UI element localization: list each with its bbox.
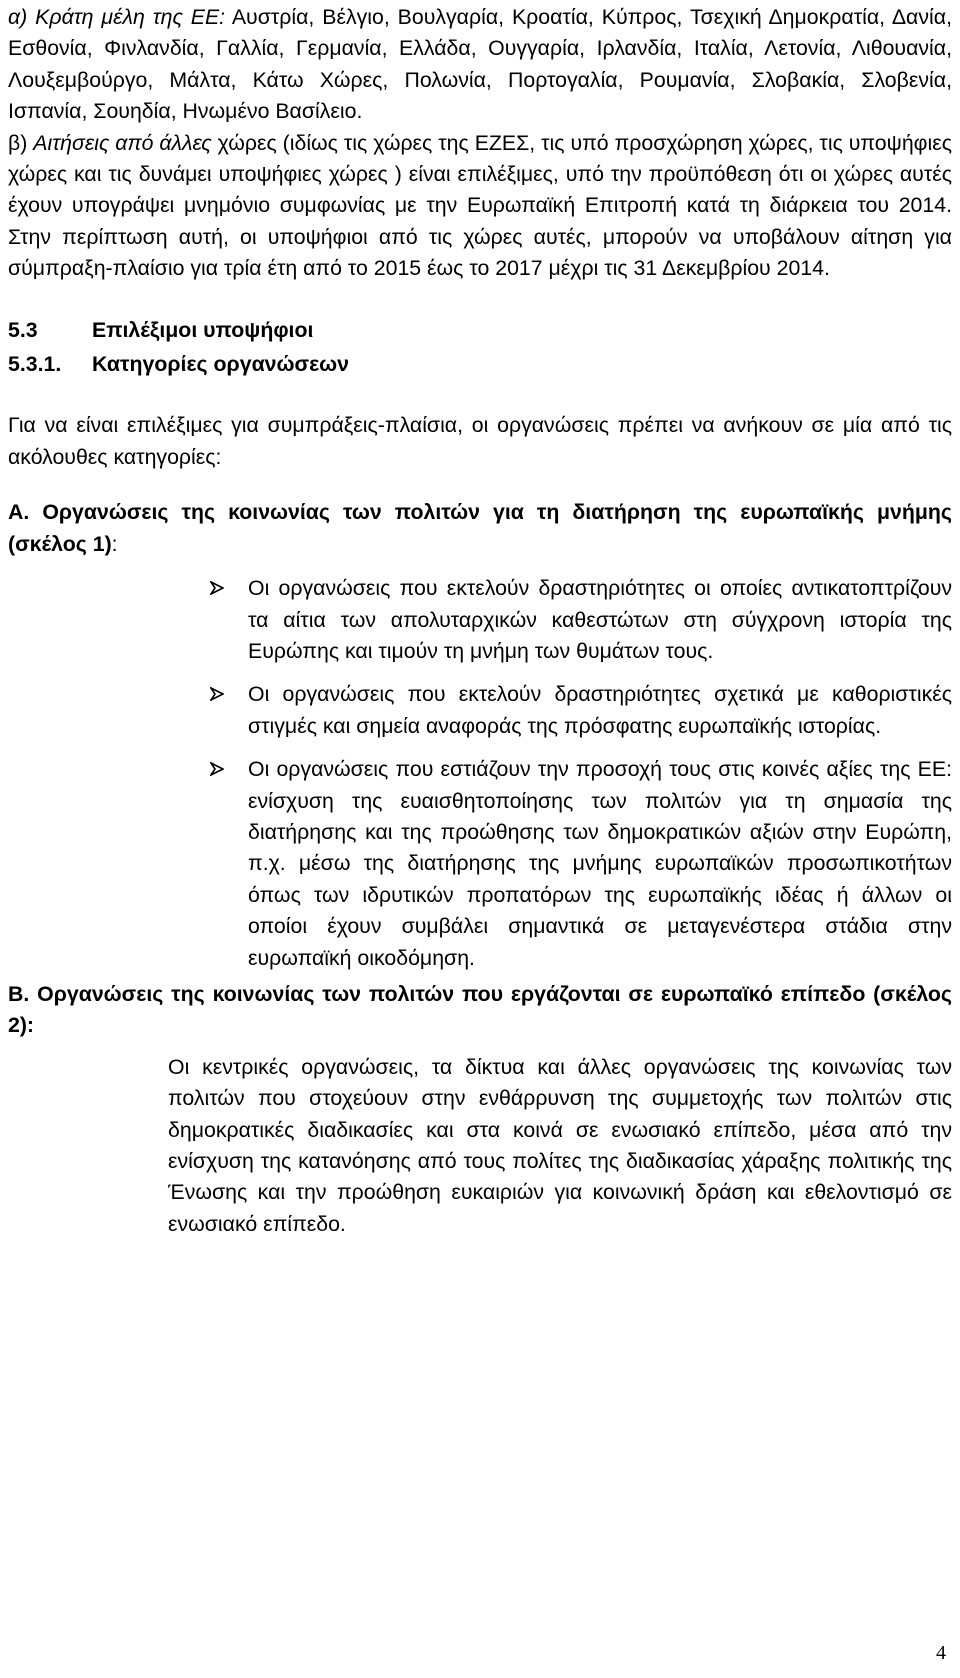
paragraph-b-text: χώρες (ιδίως τις χώρες της ΕΖΕΣ, τις υπό προσχώρηση χώρες, τις υποψήφιες χώρες και τις δυνάμει υποψήφιες χώρες ) είναι επιλέξιμες, υπό την προϋπόθεση ότι οι χώρες αυτές έχουν υπογράψει μνημόνιο συμφωνίας με την Ευρωπαϊκή Επιτροπή κατά τη διάρκεια του 2014. Στην περίπτωση αυτή, οι υποψήφιοι από τις χώρες αυτές, μπορούν να υποβάλουν αίτηση για σύμπραξη-πλαίσιο για τρία έτη από το 2015 έως το 2017 μέχρι τις 31 Δεκεμβρίου 2014. xyxy=(8,130,952,281)
section-a-title-text: Α. Οργανώσεις της κοινωνίας των πολιτών για τη διατήρηση της ευρωπαϊκής μνήμης (σκέλος 1) xyxy=(8,500,952,556)
paragraph-b xyxy=(8,128,952,285)
paragraph-b-prefix: β) xyxy=(8,130,34,155)
section-a-title xyxy=(8,497,952,560)
heading-5-3-title: Επιλέξιμοι υποψήφιοι xyxy=(92,317,314,342)
arrowhead-bullet-icon xyxy=(210,581,224,595)
heading-5-3-1-title: Κατηγορίες οργανώσεων xyxy=(92,352,350,377)
bullet-text: Οι οργανώσεις που εκτελούν δραστηριότητες οι οποίες αντικατοπτρίζουν τα αίτια των απολυταρχικών καθεστώτων στη σύγχρονη ιστορία της Ευρώπης και τιμούν τη μνήμη των θυμάτων τους. xyxy=(248,576,952,663)
section-b-paragraph: Οι κεντρικές οργανώσεις, τα δίκτυα και άλλες οργανώσεις της κοινωνίας των πολιτών που στοχεύουν στην ενθάρρυνση της συμμετοχής των πολιτών στις δημοκρατικές διαδικασίες και στα κοινά σε ενωσιακό επίπεδο, μέσα από την ενίσχυση της κατανόησης από τους πολίτες της διαδικασίας χάραξης πολιτικής της Ένωσης και την προώθηση ευκαιριών για κοινωνική δράση και εθελοντισμό σε ενωσιακό επίπεδο. xyxy=(168,1054,952,1236)
list-item xyxy=(8,573,952,667)
paragraph-b-label: Αιτήσεις από άλλες xyxy=(33,130,212,155)
heading-5-3-1 xyxy=(8,349,952,380)
paragraph-a-text: Αυστρία, Βέλγιο, Βουλγαρία, Κροατία, Κύπρος, Τσεχική Δημοκρατία, Δανία, Εσθονία, Φινλανδία, Γαλλία, Γερμανία, Ελλάδα, Ουγγαρία, Ιρλανδία, Ιταλία, Λετονία, Λιθουανία, Λουξεμβούργο, Μάλτα, Κάτω Χώρες, Πολωνία, Πορτογαλία, Ρουμανία, Σλοβακία, Σλοβενία, Ισπανία, Σουηδία, Ηνωμένο Βασίλειο. xyxy=(8,5,952,124)
heading-5-3 xyxy=(8,315,952,346)
section-a-title-suffix: : xyxy=(111,531,118,556)
heading-5-3-number: 5.3 xyxy=(8,317,38,342)
heading-5-3-1-number: 5.3.1. xyxy=(8,352,62,377)
intro-paragraph: Για να είναι επιλέξιμες για συμπράξεις-πλαίσια, οι οργανώσεις πρέπει να ανήκουν σε μία από τις ακόλουθες κατηγορίες: xyxy=(8,413,952,469)
list-item xyxy=(8,679,952,742)
bullet-text: Οι οργανώσεις που εκτελούν δραστηριότητες σχετικά με καθοριστικές στιγμές και σημεία αναφοράς της πρόσφατης ευρωπαϊκής ιστορίας. xyxy=(248,682,952,738)
list-item xyxy=(8,754,952,974)
document-page xyxy=(8,0,952,1240)
arrowhead-bullet-icon xyxy=(210,762,224,776)
section-a-bullets xyxy=(8,573,952,974)
paragraph-a-label: α) Κράτη μέλη της ΕΕ: xyxy=(8,5,226,29)
page-number: 4 xyxy=(936,1642,946,1664)
bullet-text: Οι οργανώσεις που εστιάζουν την προσοχή τους στις κοινές αξίες της ΕΕ: ενίσχυση της ευαισθητοποίησης των πολιτών για τη σημασία της διατήρησης και της προώθησης των δημοκρατικών αξιών στην Ευρώπη, π.χ. μέσω της διατήρησης της μνήμης ευρωπαϊκών προσωπικοτήτων όπως των ιδρυτικών προπατόρων της ευρωπαϊκής ιδέας ή άλλων οι οποίοι έχουν συμβάλει σημαντικά σε μεταγενέστερα στάδια στην ευρωπαϊκή οικοδόμηση. xyxy=(248,757,952,970)
section-b-title: Β. Οργανώσεις της κοινωνίας των πολιτών που εργάζονται σε ευρωπαϊκό επίπεδο (σκέλος 2): xyxy=(8,981,952,1038)
paragraph-a xyxy=(8,2,952,128)
arrowhead-bullet-icon xyxy=(210,687,224,701)
